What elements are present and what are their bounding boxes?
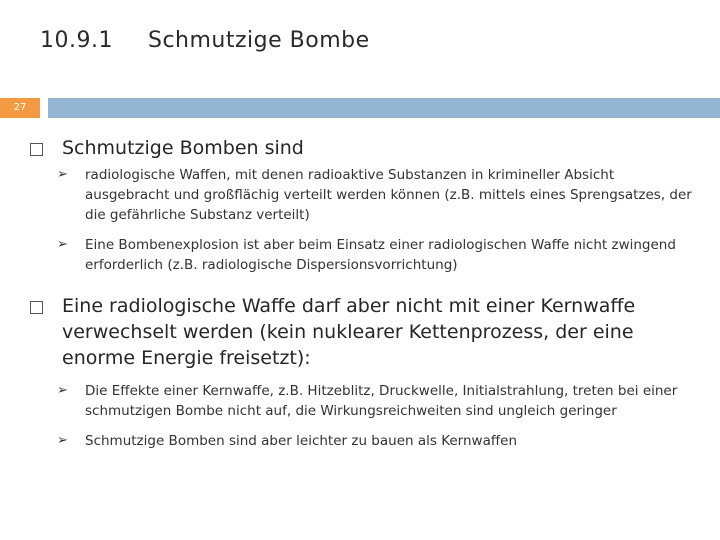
accent-bar — [48, 98, 720, 118]
sub-bullet-text: radiologische Waffen, mit denen radioaktive Substanzen in krimineller Absicht ausgebracht und großflächig verteilt werden können (z.B. mittels eines Sprengsatzes, der die gefährliche Substanz verteilt) — [85, 167, 692, 223]
bullet-level1 — [30, 135, 700, 161]
sub-bullet-text: Schmutzige Bomben sind aber leichter zu bauen als Kernwaffen — [85, 433, 518, 449]
sub-bullet-text: Die Effekte einer Kernwaffe, z.B. Hitzeblitz, Druckwelle, Initialstrahlung, treten bei einer schmutzigen Bombe nicht auf, die Wirkungsreichweiten sind ungleich geringer — [85, 383, 678, 419]
bar-divider — [40, 98, 48, 118]
hollow-square-bullet-icon — [30, 301, 43, 314]
slide-title — [40, 22, 370, 58]
arrowhead-bullet-icon: ➢ — [57, 237, 68, 252]
arrowhead-bullet-icon: ➢ — [57, 167, 68, 182]
sub-bullet — [57, 431, 700, 451]
spacer — [30, 285, 700, 293]
sub-bullet — [57, 381, 700, 421]
hollow-square-bullet-icon — [30, 143, 43, 156]
bullet-level1 — [30, 293, 700, 371]
title-text: Schmutzige Bombe — [148, 27, 370, 53]
sub-bullet — [57, 165, 700, 225]
section-number: 10.9.1 — [40, 27, 113, 53]
header-bar — [0, 98, 720, 118]
bullet-text: Schmutzige Bomben sind — [62, 137, 304, 159]
arrowhead-bullet-icon: ➢ — [57, 383, 68, 398]
arrowhead-bullet-icon: ➢ — [57, 433, 68, 448]
page-number-badge: 27 — [0, 98, 40, 118]
bullet-text: Eine radiologische Waffe darf aber nicht mit einer Kernwaffe verwechselt werden (kein nuklearer Kettenprozess, der eine enorme Energie freisetzt): — [62, 295, 636, 369]
sub-bullet — [57, 235, 700, 275]
slide-body — [30, 135, 700, 461]
sub-bullet-text: Eine Bombenexplosion ist aber beim Einsatz einer radiologischen Waffe nicht zwingend erforderlich (z.B. radiologische Dispersionsvorrichtung) — [85, 237, 676, 273]
